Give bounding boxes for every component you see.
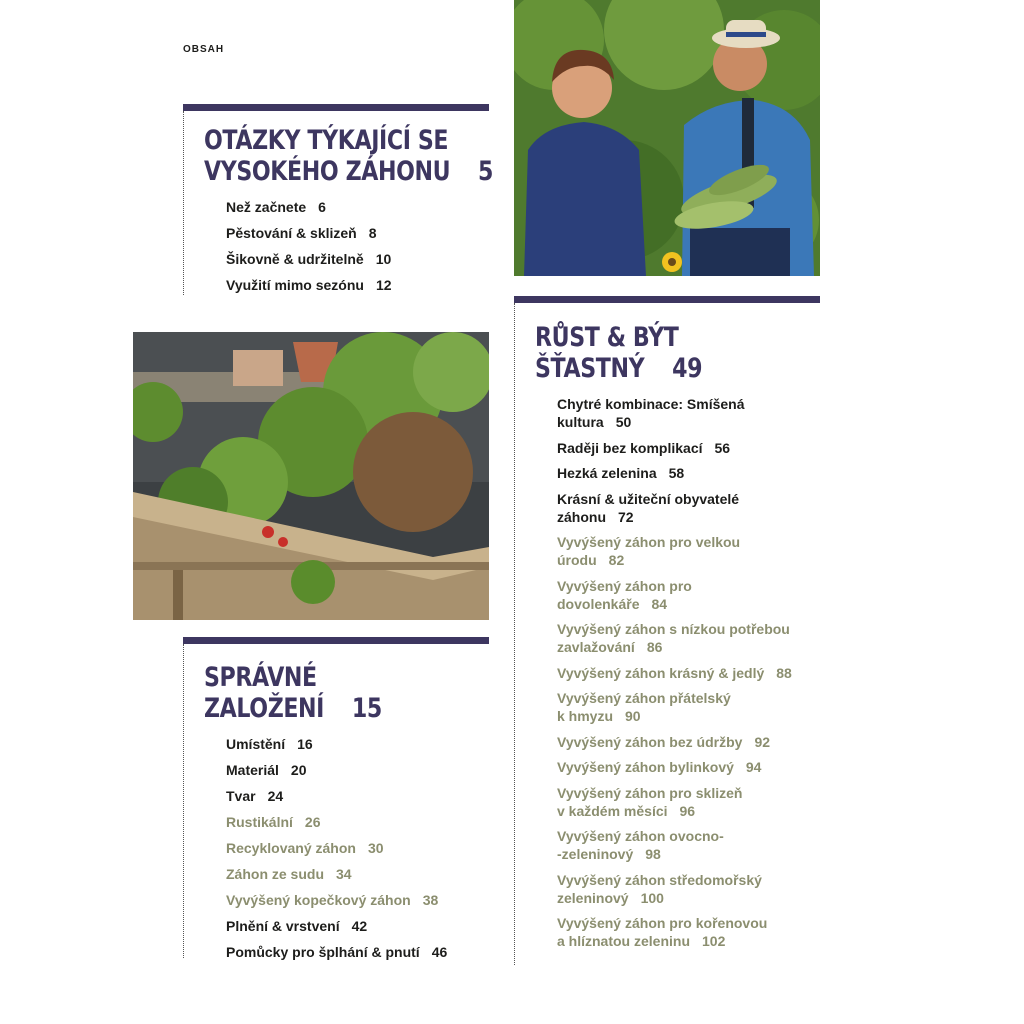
toc-entry-page: 98 [645, 846, 661, 862]
toc-entry [226, 865, 447, 883]
toc-entry-text: Záhon ze sudu [226, 866, 324, 882]
section-3-title-line-1: RŮST & BÝT [535, 322, 679, 353]
toc-entry-text: Recyklovaný záhon [226, 840, 356, 856]
section-1-title [204, 125, 493, 187]
section-3-rule [514, 303, 515, 965]
section-2-bar [183, 637, 489, 644]
toc-entry [557, 733, 792, 751]
toc-entry [557, 577, 792, 613]
toc-entry-text: Vyvýšený záhon pro velkou [557, 534, 741, 550]
toc-entry [226, 917, 447, 935]
toc-entry-text: Vyvýšený záhon bylinkový [557, 759, 734, 775]
toc-entry-page: 10 [375, 251, 392, 267]
page-header-label: OBSAH [183, 44, 225, 55]
toc-entry [226, 198, 392, 216]
toc-entry [226, 761, 447, 779]
toc-entry [226, 943, 447, 961]
section-2-title [204, 662, 382, 724]
section-3-bar [514, 296, 820, 303]
toc-entry-page: 56 [714, 439, 731, 456]
toc-entry-page: 16 [297, 736, 313, 752]
toc-entry [557, 827, 792, 863]
toc-entry-page: 6 [318, 199, 326, 215]
toc-entry [557, 620, 792, 656]
toc-entry-text: v každém měsíci [557, 802, 668, 819]
section-1-title-line-2: VYSOKÉHO ZÁHONU [204, 156, 451, 187]
section-1-bar [183, 104, 489, 111]
toc-entry-page: 8 [368, 225, 377, 241]
photo-gardeners [514, 0, 820, 276]
toc-entry [557, 758, 792, 776]
toc-entry-page: 58 [668, 465, 685, 481]
toc-entry-text: Vyvýšený záhon pro sklizeň [557, 784, 743, 801]
toc-entry [557, 914, 792, 950]
section-1-page: 5 [478, 156, 494, 187]
toc-entry [557, 871, 792, 907]
toc-entry [226, 735, 447, 753]
toc-entry-text: Vyvýšený záhon pro kořenovou [557, 915, 768, 931]
toc-entry-page: 24 [267, 788, 284, 804]
section-2-rule [183, 644, 184, 958]
toc-entry-text: Vyvýšený záhon bez údržby [557, 733, 743, 750]
toc-entry-text: zavlažování [557, 639, 635, 655]
section-3-entries [557, 395, 792, 958]
toc-entry-text: -zeleninový [557, 846, 634, 862]
toc-entry-text: Plnění & vrstvení [226, 918, 340, 934]
toc-entry [226, 787, 447, 805]
toc-entry-page: 88 [776, 664, 792, 681]
toc-entry-text: Vyvýšený záhon ovocno- [557, 828, 724, 844]
toc-entry [557, 490, 792, 526]
toc-entry [226, 891, 447, 909]
toc-entry [557, 464, 792, 482]
toc-entry-text: k hmyzu [557, 708, 614, 724]
toc-entry-text: Vyvýšený záhon pro [557, 577, 692, 594]
section-1-rule [183, 111, 184, 295]
section-2-title-line-2: ZALOŽENÍ [204, 693, 325, 724]
section-1-entries [226, 198, 392, 302]
toc-entry [226, 276, 392, 294]
toc-entry-page: 72 [618, 508, 634, 525]
toc-entry [226, 813, 447, 831]
toc-entry-page: 96 [679, 802, 696, 819]
toc-entry-text: Tvar [226, 788, 256, 804]
toc-entry-page: 42 [351, 918, 368, 934]
toc-entry [226, 250, 392, 268]
toc-entry-text: Vyvýšený záhon krásný & jedlý [557, 664, 765, 681]
toc-entry-text: Pomůcky pro šplhání & pnutí [226, 944, 420, 960]
toc-entry-page: 12 [375, 277, 392, 293]
toc-entry-text: Rustikální [226, 814, 293, 830]
toc-entry-page: 26 [304, 814, 321, 830]
toc-entry-text: Materiál [226, 762, 279, 778]
toc-entry-page: 100 [640, 889, 664, 906]
toc-entry-text: Vyvýšený záhon přátelský [557, 690, 731, 706]
toc-entry-text: Šikovně & udržitelně [226, 251, 364, 267]
toc-entry-page: 102 [702, 933, 726, 949]
section-2-entries [226, 735, 447, 969]
section-2-title-line-1: SPRÁVNÉ [204, 662, 317, 693]
toc-entry [557, 395, 792, 431]
toc-entry-page: 86 [646, 639, 663, 655]
toc-entry-text: Chytré kombinace: Smíšená [557, 396, 745, 412]
section-2-page: 15 [351, 693, 382, 724]
section-3-page: 49 [672, 353, 703, 384]
toc-entry [226, 839, 447, 857]
toc-entry [557, 784, 792, 820]
toc-entry [557, 439, 792, 457]
toc-entry-page: 20 [290, 762, 307, 778]
toc-entry-page: 84 [651, 595, 668, 612]
toc-entry-page: 46 [431, 944, 448, 960]
toc-entry-text: úrodu [557, 552, 597, 568]
toc-entry-page: 90 [625, 708, 641, 724]
section-1-title-line-1: OTÁZKY TÝKAJÍCÍ SE [204, 125, 449, 156]
toc-entry-text: Pěstování & sklizeň [226, 225, 357, 241]
section-3-title-line-2: ŠŤASTNÝ [535, 353, 645, 384]
toc-entry [557, 689, 792, 725]
toc-entry-text: zeleninový [557, 889, 629, 906]
toc-entry-text: Vyvýšený kopečkový záhon [226, 892, 411, 908]
section-3-title [535, 322, 702, 384]
toc-entry-text: dovolenkáře [557, 595, 640, 612]
toc-entry [557, 664, 792, 682]
toc-entry-text: záhonu [557, 508, 606, 525]
toc-entry-text: Raději bez komplikací [557, 439, 703, 456]
toc-entry-text: Než začnete [226, 199, 307, 215]
toc-entry-page: 34 [336, 866, 352, 882]
photo-raised-bed [133, 332, 489, 620]
toc-entry-text: Hezká zelenina [557, 465, 657, 481]
toc-entry-page: 50 [615, 414, 632, 430]
toc-entry-page: 30 [367, 840, 384, 856]
toc-entry-text: Vyvýšený záhon s nízkou potřebou [557, 621, 790, 637]
toc-entry-text: Umístění [226, 736, 286, 752]
toc-entry-page: 94 [745, 759, 762, 775]
toc-entry-text: Využití mimo sezónu [226, 277, 364, 293]
toc-entry-text: Vyvýšený záhon středomořský [557, 871, 762, 888]
toc-entry-text: kultura [557, 414, 604, 430]
toc-entry-page: 38 [422, 892, 439, 908]
toc-entry [557, 533, 792, 569]
toc-entry-text: Krásní & užiteční obyvatelé [557, 490, 740, 507]
toc-entry [226, 224, 392, 242]
toc-entry-text: a hlíznatou zeleninu [557, 933, 691, 949]
toc-entry-page: 92 [754, 733, 771, 750]
toc-entry-page: 82 [608, 552, 625, 568]
